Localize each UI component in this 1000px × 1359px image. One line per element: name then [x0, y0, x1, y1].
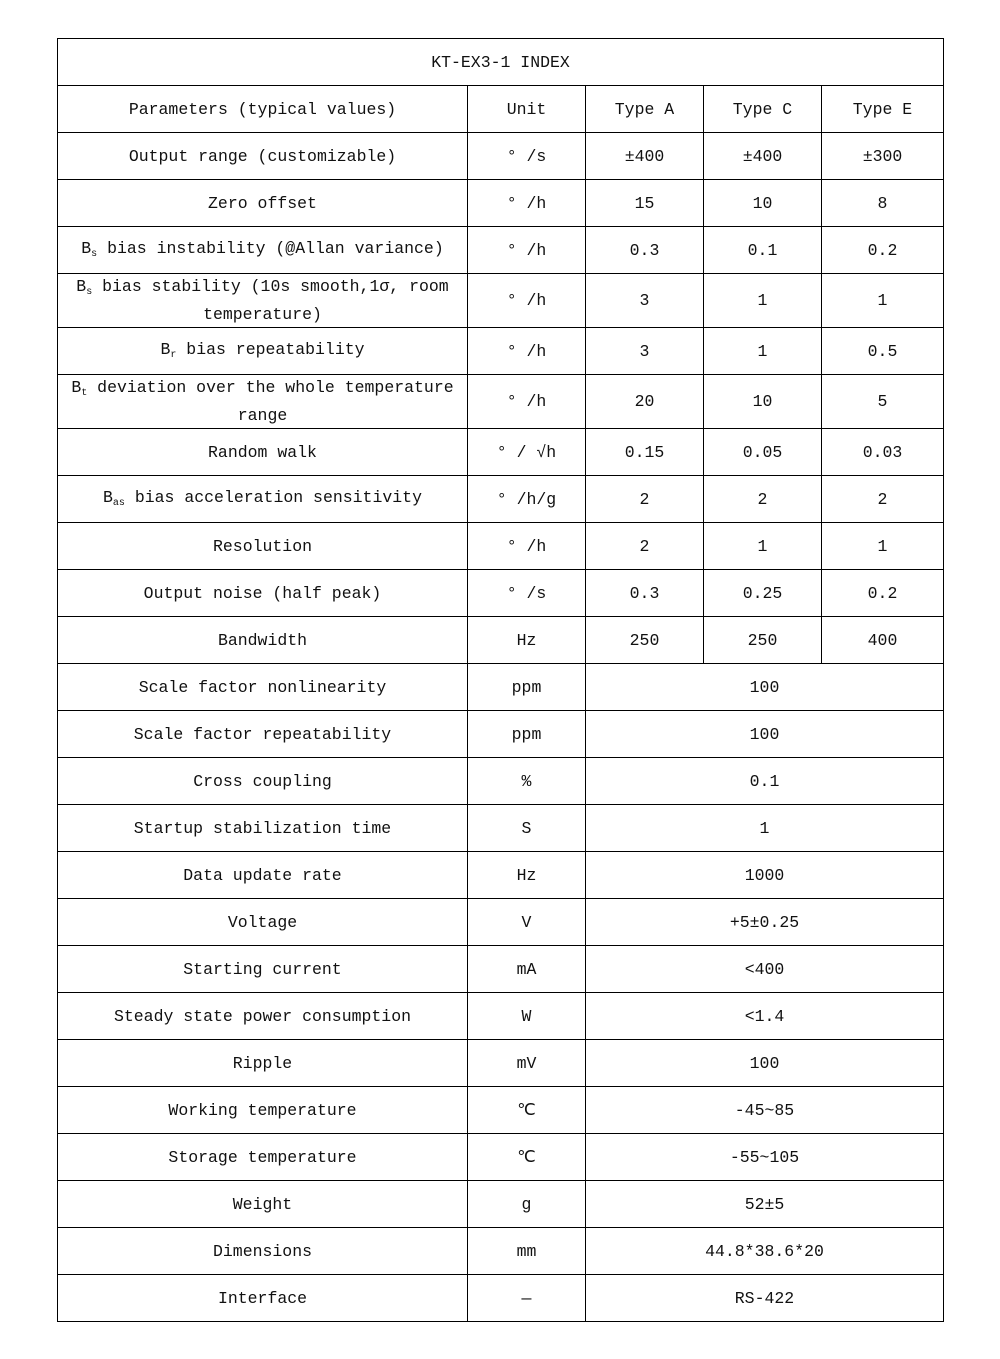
unit-cell: ° /h — [468, 180, 586, 227]
table-row — [58, 227, 944, 274]
header-unit: Unit — [468, 86, 586, 133]
unit-cell: ppm — [468, 664, 586, 711]
unit-cell: mm — [468, 1228, 586, 1275]
unit-cell: mA — [468, 946, 586, 993]
table-row — [58, 899, 944, 946]
table-row — [58, 1275, 944, 1322]
parameter-prefix: B — [76, 277, 87, 296]
shared-value: 1000 — [586, 852, 944, 899]
parameter-cell: Resolution — [58, 523, 468, 570]
parameter-cell — [58, 375, 468, 429]
type-e-value: 1 — [822, 274, 944, 328]
header-type-e: Type E — [822, 86, 944, 133]
parameter-cell: Output noise (half peak) — [58, 570, 468, 617]
unit-cell: ° /h/g — [468, 476, 586, 523]
parameter-prefix: B — [103, 488, 113, 507]
header-parameters: Parameters (typical values) — [58, 86, 468, 133]
unit-cell: ppm — [468, 711, 586, 758]
type-e-value: 8 — [822, 180, 944, 227]
unit-cell: ° /h — [468, 523, 586, 570]
parameter-subscript: s — [86, 287, 93, 298]
parameter-cell: Startup stabilization time — [58, 805, 468, 852]
type-a-value: ±400 — [586, 133, 704, 180]
type-c-value: 2 — [704, 476, 822, 523]
unit-cell: V — [468, 899, 586, 946]
table-row — [58, 1228, 944, 1275]
parameter-cell: Data update rate — [58, 852, 468, 899]
unit-cell: S — [468, 805, 586, 852]
type-e-value: 400 — [822, 617, 944, 664]
type-e-value: ±300 — [822, 133, 944, 180]
parameter-prefix: B — [160, 340, 171, 359]
type-a-value: 3 — [586, 274, 704, 328]
table-row — [58, 570, 944, 617]
unit-cell: ℃ — [468, 1087, 586, 1134]
type-c-value: 1 — [704, 523, 822, 570]
shared-value: 52±5 — [586, 1181, 944, 1228]
parameter-text: bias instability (@Allan variance) — [97, 239, 444, 258]
table-row — [58, 711, 944, 758]
shared-value: 1 — [586, 805, 944, 852]
unit-cell: ° /h — [468, 328, 586, 375]
table-row — [58, 664, 944, 711]
spec-table — [57, 38, 944, 1322]
header-type-a: Type A — [586, 86, 704, 133]
parameter-cell — [58, 227, 468, 274]
shared-value: RS-422 — [586, 1275, 944, 1322]
unit-cell: Hz — [468, 852, 586, 899]
title-row — [58, 39, 944, 86]
table-row — [58, 1181, 944, 1228]
unit-cell: ° / √h — [468, 429, 586, 476]
shared-value: 0.1 — [586, 758, 944, 805]
type-a-value: 0.15 — [586, 429, 704, 476]
parameter-cell: Cross coupling — [58, 758, 468, 805]
parameter-cell: Zero offset — [58, 180, 468, 227]
shared-value: 100 — [586, 664, 944, 711]
parameter-prefix: B — [81, 239, 92, 258]
shared-value: 100 — [586, 711, 944, 758]
parameter-cell — [58, 476, 468, 523]
type-c-value: 0.1 — [704, 227, 822, 274]
type-c-value: 0.25 — [704, 570, 822, 617]
table-row — [58, 523, 944, 570]
header-row — [58, 86, 944, 133]
type-e-value: 1 — [822, 523, 944, 570]
type-e-value: 0.03 — [822, 429, 944, 476]
parameter-cell: Storage temperature — [58, 1134, 468, 1181]
parameter-cell: Ripple — [58, 1040, 468, 1087]
parameter-prefix: B — [71, 378, 82, 397]
parameter-cell: Working temperature — [58, 1087, 468, 1134]
table-row — [58, 1134, 944, 1181]
type-c-value: ±400 — [704, 133, 822, 180]
unit-cell: Hz — [468, 617, 586, 664]
table-row — [58, 805, 944, 852]
parameter-subscript: t — [81, 388, 88, 399]
header-type-c: Type C — [704, 86, 822, 133]
table-row — [58, 274, 944, 328]
table-row — [58, 328, 944, 375]
parameter-cell: Voltage — [58, 899, 468, 946]
unit-cell: ° /s — [468, 570, 586, 617]
table-row — [58, 852, 944, 899]
parameter-cell: Weight — [58, 1181, 468, 1228]
table-row — [58, 993, 944, 1040]
table-row — [58, 180, 944, 227]
type-a-value: 2 — [586, 523, 704, 570]
type-c-value: 0.05 — [704, 429, 822, 476]
parameter-text: deviation over the whole temperature range — [87, 378, 454, 425]
type-a-value: 2 — [586, 476, 704, 523]
parameter-text: bias acceleration sensitivity — [124, 488, 422, 507]
type-c-value: 10 — [704, 180, 822, 227]
type-c-value: 1 — [704, 274, 822, 328]
table-title: KT-EX3-1 INDEX — [58, 39, 944, 86]
type-a-value: 0.3 — [586, 570, 704, 617]
table-row — [58, 1040, 944, 1087]
parameter-cell: Starting current — [58, 946, 468, 993]
type-a-value: 20 — [586, 375, 704, 429]
shared-value: <400 — [586, 946, 944, 993]
table-row — [58, 429, 944, 476]
table-row — [58, 375, 944, 429]
type-c-value: 10 — [704, 375, 822, 429]
type-a-value: 15 — [586, 180, 704, 227]
type-e-value: 2 — [822, 476, 944, 523]
shared-value: -45~85 — [586, 1087, 944, 1134]
unit-cell: % — [468, 758, 586, 805]
parameter-cell — [58, 274, 468, 328]
unit-cell: ℃ — [468, 1134, 586, 1181]
shared-value: +5±0.25 — [586, 899, 944, 946]
table-row — [58, 946, 944, 993]
parameter-cell: Scale factor repeatability — [58, 711, 468, 758]
parameter-cell: Output range (customizable) — [58, 133, 468, 180]
unit-cell: mV — [468, 1040, 586, 1087]
parameter-text: bias repeatability — [176, 340, 365, 359]
parameter-text: bias stability (10s smooth,1σ, room temperature) — [92, 277, 449, 324]
type-a-value: 3 — [586, 328, 704, 375]
type-a-value: 250 — [586, 617, 704, 664]
parameter-cell: Bandwidth — [58, 617, 468, 664]
shared-value: <1.4 — [586, 993, 944, 1040]
unit-cell: ° /s — [468, 133, 586, 180]
parameter-cell: Steady state power consumption — [58, 993, 468, 1040]
table-row — [58, 758, 944, 805]
table-row — [58, 476, 944, 523]
shared-value: 100 — [586, 1040, 944, 1087]
type-e-value: 0.5 — [822, 328, 944, 375]
table-row — [58, 133, 944, 180]
unit-cell: W — [468, 993, 586, 1040]
parameter-subscript: s — [91, 249, 98, 260]
parameter-cell — [58, 328, 468, 375]
parameter-cell: Scale factor nonlinearity — [58, 664, 468, 711]
type-e-value: 0.2 — [822, 570, 944, 617]
unit-cell: — — [468, 1275, 586, 1322]
shared-value: 44.8*38.6*20 — [586, 1228, 944, 1275]
type-c-value: 1 — [704, 328, 822, 375]
type-e-value: 0.2 — [822, 227, 944, 274]
parameter-subscript: r — [170, 350, 177, 361]
table-row — [58, 1087, 944, 1134]
unit-cell: g — [468, 1181, 586, 1228]
type-c-value: 250 — [704, 617, 822, 664]
shared-value: -55~105 — [586, 1134, 944, 1181]
parameter-cell: Interface — [58, 1275, 468, 1322]
unit-cell: ° /h — [468, 227, 586, 274]
table-row — [58, 617, 944, 664]
type-e-value: 5 — [822, 375, 944, 429]
parameter-cell: Random walk — [58, 429, 468, 476]
type-a-value: 0.3 — [586, 227, 704, 274]
unit-cell: ° /h — [468, 375, 586, 429]
parameter-subscript: as — [112, 498, 125, 509]
unit-cell: ° /h — [468, 274, 586, 328]
parameter-cell: Dimensions — [58, 1228, 468, 1275]
